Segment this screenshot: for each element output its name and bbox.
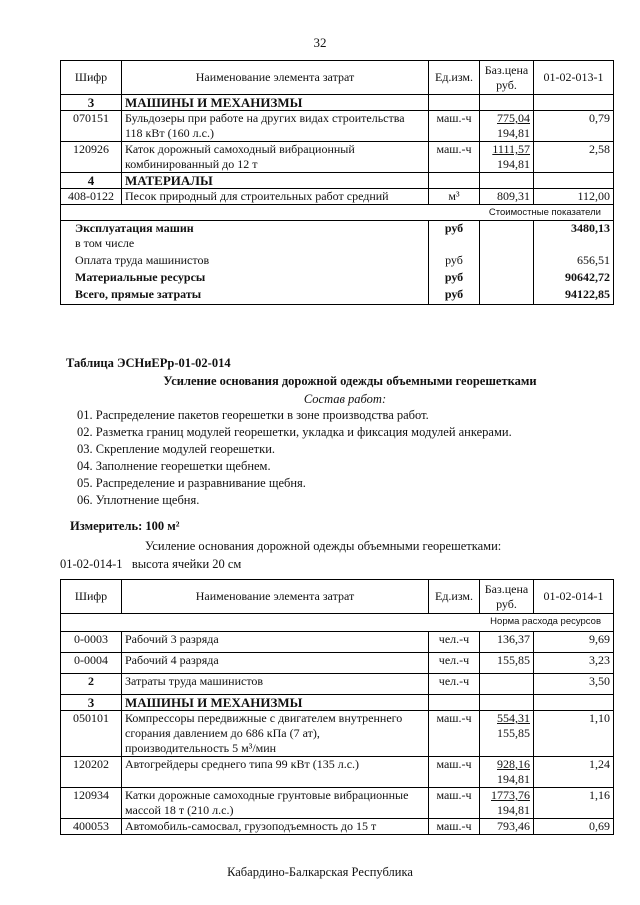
row-price: 809,31	[480, 189, 534, 205]
section-number: 4	[61, 173, 122, 189]
cost-row	[61, 253, 614, 270]
cost-name: Всего, прямые затраты	[61, 287, 429, 304]
price-top: 775,04	[497, 111, 530, 125]
row-name: Автогрейдеры среднего типа 99 кВт (135 л.с.)	[122, 757, 429, 788]
row-value: 1,10	[534, 711, 614, 757]
cost-row	[61, 270, 614, 287]
table-row	[61, 189, 614, 205]
table-row	[61, 142, 614, 173]
work-item: 06. Уплотнение щебня.	[77, 493, 200, 507]
empty-cell	[480, 236, 534, 253]
table-row	[61, 711, 614, 757]
empty-cell	[429, 695, 480, 711]
row-price	[480, 711, 534, 757]
table-row	[61, 788, 614, 819]
section-row	[61, 95, 614, 111]
cost-row	[61, 236, 614, 253]
section-title: МАШИНЫ И МЕХАНИЗМЫ	[122, 95, 429, 111]
page-number: 32	[313, 35, 327, 50]
cost-row	[61, 287, 614, 304]
table-label: Таблица ЭСНиЕРр-01-02-014	[66, 356, 231, 370]
row-value: 0,69	[534, 819, 614, 835]
cost-value: 90642,72	[534, 270, 614, 287]
col-header-code: Шифр	[61, 580, 122, 614]
cost-unit: руб	[429, 270, 480, 287]
empty-cell	[534, 95, 614, 111]
item-code: 01-02-014-1	[60, 557, 123, 571]
section-number: 3	[61, 95, 122, 111]
section-title: МАТЕРИАЛЫ	[122, 173, 429, 189]
row-name: Катки дорожные самоходные грунтовые вибрационные массой 18 т (210 л.с.)	[122, 788, 429, 819]
row-code: 0-0003	[61, 632, 122, 653]
cost-name: Оплата труда машинистов	[61, 253, 429, 270]
empty-cell	[480, 674, 534, 695]
table-row	[61, 757, 614, 788]
row-name: Автомобиль-самосвал, грузоподъемность до 15 т	[122, 819, 429, 835]
cost-header-row	[61, 205, 614, 221]
section-title: МАШИНЫ И МЕХАНИЗМЫ	[122, 695, 429, 711]
price-bottom: 194,81	[497, 126, 530, 140]
col-header-norm: 01-02-013-1	[534, 61, 614, 95]
row-unit: маш.-ч	[429, 711, 480, 757]
norm-header-row	[61, 614, 614, 632]
price-bottom: 194,81	[497, 803, 530, 817]
row-unit: маш.-ч	[429, 111, 480, 142]
row-unit: маш.-ч	[429, 757, 480, 788]
table-row	[61, 674, 614, 695]
cost-name: Материальные ресурсы	[61, 270, 429, 287]
section-number: 3	[61, 695, 122, 711]
cost-value: 94122,85	[534, 287, 614, 304]
row-code: 400053	[61, 819, 122, 835]
row-code: 0-0004	[61, 653, 122, 674]
row-unit: чел.-ч	[429, 632, 480, 653]
row-code: 120926	[61, 142, 122, 173]
resource-table-014	[60, 579, 614, 835]
row-code: 050101	[61, 711, 122, 757]
row-price	[480, 111, 534, 142]
col-header-name: Наименование элемента затрат	[122, 580, 429, 614]
row-price: 136,37	[480, 632, 534, 653]
table-header-row	[61, 61, 614, 95]
col-header-price: Баз.цена руб.	[480, 580, 534, 614]
row-name: Компрессоры передвижные с двигателем внутреннего сгорания давлением до 686 кПа (7 ат), производительность 5 м³/мин	[122, 711, 429, 757]
empty-cell	[429, 95, 480, 111]
section-row	[61, 173, 614, 189]
table-row	[61, 819, 614, 835]
col-header-unit: Ед.изм.	[429, 61, 480, 95]
row-value: 1,24	[534, 757, 614, 788]
row-unit: чел.-ч	[429, 674, 480, 695]
col-header-name: Наименование элемента затрат	[122, 61, 429, 95]
empty-cell	[480, 287, 534, 304]
cost-name: Эксплуатация машин	[61, 221, 429, 237]
col-header-price: Баз.цена руб.	[480, 61, 534, 95]
row-value: 1,16	[534, 788, 614, 819]
composition-title: Состав работ:	[303, 392, 387, 406]
row-code: 070151	[61, 111, 122, 142]
empty-cell	[480, 270, 534, 287]
price-top: 554,31	[497, 711, 530, 725]
work-item: 01. Распределение пакетов георешетки в зоне производства работ.	[77, 408, 429, 422]
empty-cell	[429, 173, 480, 189]
subtitle: Усиление основания дорожной одежды объемными георешетками:	[145, 539, 502, 553]
cost-value: 3480,13	[534, 221, 614, 237]
cost-unit: руб	[429, 287, 480, 304]
row-name: Рабочий 4 разряда	[122, 653, 429, 674]
col-header-unit: Ед.изм.	[429, 580, 480, 614]
resource-table-013	[60, 60, 614, 305]
row-value: 2,58	[534, 142, 614, 173]
work-item: 03. Скрепление модулей георешетки.	[77, 442, 276, 456]
row-value: 112,00	[534, 189, 614, 205]
price-top: 1111,57	[492, 142, 530, 156]
measurer: Измеритель: 100 м²	[70, 519, 180, 533]
page-footer: Кабардино-Балкарская Республика	[227, 865, 413, 879]
cost-header: Стоимостные показатели	[61, 205, 614, 221]
price-bottom: 194,81	[497, 772, 530, 786]
table-row	[61, 653, 614, 674]
empty-cell	[480, 95, 534, 111]
item-desc: высота ячейки 20 см	[131, 557, 242, 571]
row-price: 793,46	[480, 819, 534, 835]
empty-cell	[534, 236, 614, 253]
row-value: 3,50	[534, 674, 614, 695]
row-unit: чел.-ч	[429, 653, 480, 674]
row-name: Каток дорожный самоходный вибрационный комбинированный до 12 т	[122, 142, 429, 173]
col-header-code: Шифр	[61, 61, 122, 95]
row-unit: м³	[429, 189, 480, 205]
table-header-row	[61, 580, 614, 614]
price-bottom: 194,81	[497, 157, 530, 171]
row-name: Бульдозеры при работе на других видах строительства 118 кВт (160 л.с.)	[122, 111, 429, 142]
norm-header: Норма расхода ресурсов	[61, 614, 614, 632]
row-name: Песок природный для строительных работ средний	[122, 189, 429, 205]
row-name: Рабочий 3 разряда	[122, 632, 429, 653]
table-row	[61, 632, 614, 653]
row-price: 155,85	[480, 653, 534, 674]
row-value: 3,23	[534, 653, 614, 674]
cost-value: 656,51	[534, 253, 614, 270]
empty-cell	[534, 695, 614, 711]
empty-cell	[429, 236, 480, 253]
price-top: 1773,76	[491, 788, 530, 802]
empty-cell	[480, 173, 534, 189]
row-unit: маш.-ч	[429, 819, 480, 835]
empty-cell	[480, 695, 534, 711]
row-price	[480, 757, 534, 788]
table-title: Усиление основания дорожной одежды объемными георешетками	[163, 374, 537, 388]
cost-unit: руб	[429, 221, 480, 237]
row-unit: маш.-ч	[429, 788, 480, 819]
table-row	[61, 111, 614, 142]
row-code: 2	[61, 674, 122, 695]
price-bottom: 155,85	[497, 726, 530, 740]
row-name: Затраты труда машинистов	[122, 674, 429, 695]
cost-name: в том числе	[61, 236, 429, 253]
section-row	[61, 695, 614, 711]
row-value: 0,79	[534, 111, 614, 142]
col-header-norm: 01-02-014-1	[534, 580, 614, 614]
row-code: 120202	[61, 757, 122, 788]
row-code: 408-0122	[61, 189, 122, 205]
work-item: 04. Заполнение георешетки щебнем.	[77, 459, 271, 473]
work-item: 05. Распределение и разравнивание щебня.	[77, 476, 306, 490]
cost-row	[61, 221, 614, 237]
empty-cell	[480, 253, 534, 270]
row-unit: маш.-ч	[429, 142, 480, 173]
work-item: 02. Разметка границ модулей георешетки, укладка и фиксация модулей анкерами.	[77, 425, 512, 439]
cost-unit: руб	[429, 253, 480, 270]
works-list	[77, 407, 512, 509]
row-code: 120934	[61, 788, 122, 819]
price-top: 928,16	[497, 757, 530, 771]
row-value: 9,69	[534, 632, 614, 653]
row-price	[480, 788, 534, 819]
empty-cell	[534, 173, 614, 189]
row-price	[480, 142, 534, 173]
item-line	[60, 556, 241, 573]
empty-cell	[480, 221, 534, 237]
